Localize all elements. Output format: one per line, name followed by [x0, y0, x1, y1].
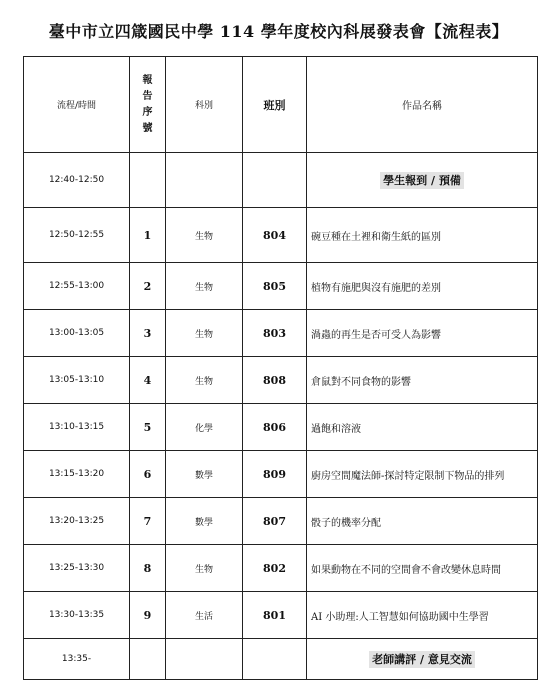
review-label: 老師講評 / 意見交流: [369, 651, 475, 668]
row-class: 805: [243, 263, 307, 310]
row-subject: 生物: [166, 208, 243, 263]
row-time: 13:35-: [24, 639, 130, 680]
row-seq: 8: [130, 545, 166, 592]
header-class: 班別: [243, 57, 307, 153]
row-class: 803: [243, 310, 307, 357]
row-class: 807: [243, 498, 307, 545]
row-time: 13:20-13:25: [24, 498, 130, 545]
row-time: 12:40-12:50: [24, 153, 130, 208]
row-subject: 生物: [166, 545, 243, 592]
table-row: [24, 263, 538, 310]
row-time: 13:00-13:05: [24, 310, 130, 357]
row-time: 12:50-12:55: [24, 208, 130, 263]
header-subject: 科別: [166, 57, 243, 153]
row-title: 骰子的機率分配: [307, 498, 538, 545]
row-subject: 生物: [166, 310, 243, 357]
table-row: [24, 498, 538, 545]
table-row: [24, 357, 538, 404]
row-subject: 數學: [166, 451, 243, 498]
row-class: 804: [243, 208, 307, 263]
row-title: 碗豆種在土裡和衛生紙的區別: [307, 208, 538, 263]
row-title: 植物有施肥與沒有施肥的差別: [307, 263, 538, 310]
row-title: 廚房空間魔法師-探討特定限制下物品的排列: [307, 451, 538, 498]
row-subject: 生物: [166, 357, 243, 404]
table-row: [24, 451, 538, 498]
row-seq: 3: [130, 310, 166, 357]
row-time: 13:25-13:30: [24, 545, 130, 592]
row-class: [243, 153, 307, 208]
row-title: 過飽和溶液: [307, 404, 538, 451]
row-subject: 生物: [166, 263, 243, 310]
table-row: [24, 639, 538, 680]
row-class: 808: [243, 357, 307, 404]
row-seq: 9: [130, 592, 166, 639]
row-class: 806: [243, 404, 307, 451]
row-time: 13:15-13:20: [24, 451, 130, 498]
row-seq: [130, 153, 166, 208]
row-time: 13:10-13:15: [24, 404, 130, 451]
row-title: AI 小助理:人工智慧如何協助國中生學習: [307, 592, 538, 639]
row-seq: 6: [130, 451, 166, 498]
row-title: [307, 153, 538, 208]
row-subject: 生活: [166, 592, 243, 639]
row-subject: 數學: [166, 498, 243, 545]
row-time: 13:30-13:35: [24, 592, 130, 639]
row-title: 倉鼠對不同食物的影響: [307, 357, 538, 404]
row-class: [243, 639, 307, 680]
row-subject: [166, 639, 243, 680]
row-seq: 7: [130, 498, 166, 545]
row-subject: [166, 153, 243, 208]
row-class: 802: [243, 545, 307, 592]
checkin-label: 學生報到 / 預備: [380, 172, 464, 189]
row-time: 13:05-13:10: [24, 357, 130, 404]
table-row: [24, 545, 538, 592]
row-seq: 4: [130, 357, 166, 404]
row-title: 如果動物在不同的空間會不會改變休息時間: [307, 545, 538, 592]
header-seq-label: 報告序號: [142, 74, 153, 134]
header-title: 作品名稱: [307, 57, 538, 153]
table-header-row: [24, 57, 538, 153]
header-time: 流程/時間: [24, 57, 130, 153]
row-subject: 化學: [166, 404, 243, 451]
header-seq: [130, 57, 166, 153]
row-seq: [130, 639, 166, 680]
table-row: [24, 592, 538, 639]
schedule-table: [23, 56, 538, 680]
table-row: [24, 310, 538, 357]
row-title: 渦蟲的再生是否可受人為影響: [307, 310, 538, 357]
table-row: [24, 404, 538, 451]
page-title: 臺中市立四箴國民中學 114 學年度校內科展發表會【流程表】: [48, 22, 509, 41]
row-title: [307, 639, 538, 680]
row-class: 801: [243, 592, 307, 639]
row-seq: 5: [130, 404, 166, 451]
table-row: [24, 153, 538, 208]
row-seq: 2: [130, 263, 166, 310]
row-class: 809: [243, 451, 307, 498]
row-seq: 1: [130, 208, 166, 263]
table-row: [24, 208, 538, 263]
row-time: 12:55-13:00: [24, 263, 130, 310]
